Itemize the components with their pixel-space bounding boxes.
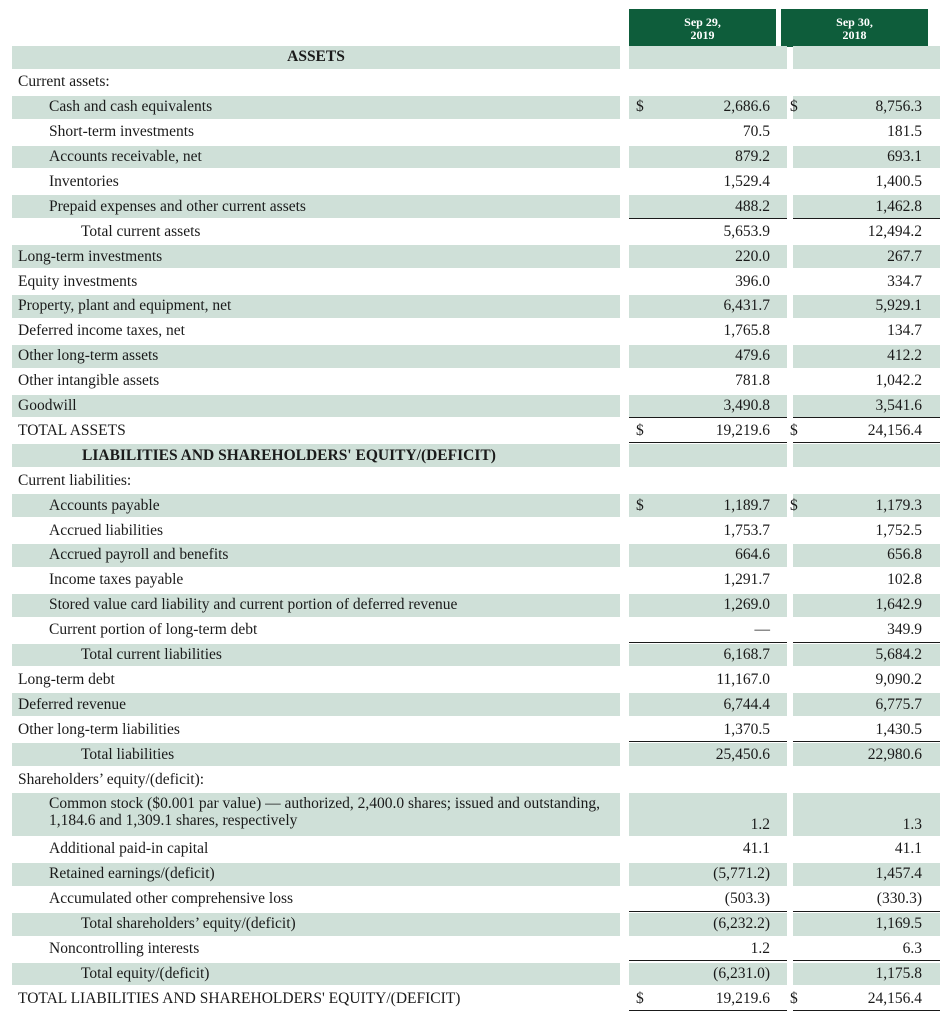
value-2018: 656.8 — [887, 546, 922, 564]
table-row — [12, 862, 928, 887]
row-label: Goodwill — [18, 397, 77, 415]
table-row — [12, 95, 928, 120]
table-row — [12, 194, 928, 219]
value-2019: 1,269.0 — [723, 596, 770, 614]
row-label: Inventories — [49, 172, 119, 190]
value-2019: 6,431.7 — [723, 297, 770, 315]
row-label: Total current liabilities — [81, 646, 222, 664]
value-2019: 41.1 — [742, 840, 770, 858]
table-row — [12, 419, 928, 444]
table-row — [12, 986, 928, 1011]
row-label: Deferred revenue — [18, 695, 126, 713]
value-2019: (5,771.2) — [713, 865, 770, 883]
value-2018: 22,980.6 — [867, 745, 922, 763]
value-2018: 5,929.1 — [875, 297, 922, 315]
row-label: Prepaid expenses and other current assets — [49, 197, 306, 215]
value-2018: 1,175.8 — [875, 964, 922, 982]
row-label: Retained earnings/(deficit) — [49, 865, 215, 883]
value-2018: 1,179.3 — [875, 496, 922, 514]
value-2019: 1.2 — [750, 816, 770, 833]
table-row — [12, 593, 928, 618]
value-2018: 1,462.8 — [875, 197, 922, 215]
value-2018: 1,752.5 — [875, 521, 922, 539]
currency-symbol-2019: $ — [636, 98, 644, 116]
value-2019: 488.2 — [735, 197, 770, 215]
table-row — [12, 394, 928, 419]
value-2019 — [650, 70, 770, 95]
value-2019: 5,653.9 — [723, 222, 770, 240]
row-label: Long-term debt — [18, 670, 115, 688]
currency-symbol-2019: $ — [636, 421, 644, 439]
row-label: TOTAL ASSETS — [18, 421, 126, 439]
table-row — [12, 468, 928, 493]
value-2019: 1,370.5 — [723, 720, 770, 738]
table-row — [12, 120, 928, 145]
value-2018: 102.8 — [887, 571, 922, 589]
value-2019: 25,450.6 — [715, 745, 770, 763]
value-2019: 220.0 — [735, 247, 770, 265]
row-label: Deferred income taxes, net — [18, 322, 185, 340]
currency-symbol-2018: $ — [790, 496, 798, 514]
row-label: Total liabilities — [81, 745, 175, 763]
value-2018: 181.5 — [887, 123, 922, 141]
value-2018 — [807, 767, 922, 792]
value-2018: 6.3 — [902, 940, 922, 958]
value-2019: 11,167.0 — [716, 670, 770, 688]
row-label: Income taxes payable — [49, 571, 184, 589]
value-2018: 267.7 — [887, 247, 922, 265]
row-label: ASSETS — [287, 48, 345, 66]
value-2019: (6,231.0) — [713, 964, 770, 982]
table-row — [12, 443, 928, 468]
value-2019: 19,219.6 — [715, 421, 770, 439]
row-label: Other long-term liabilities — [18, 720, 180, 738]
value-2018: 134.7 — [887, 322, 922, 340]
value-2019: (6,232.2) — [713, 915, 770, 933]
column-header-2019-text: Sep 29, 2019 — [684, 14, 721, 42]
value-2018: 24,156.4 — [867, 989, 922, 1007]
table-row — [12, 618, 928, 643]
currency-symbol-2018: $ — [790, 98, 798, 116]
table-row — [12, 912, 928, 937]
value-2018: 12,494.2 — [867, 222, 922, 240]
row-label: Shareholders’ equity/(deficit): — [18, 770, 205, 788]
row-label: Accrued payroll and benefits — [49, 546, 229, 564]
value-2018: 1,430.5 — [875, 720, 922, 738]
value-2018: 1.3 — [902, 816, 922, 833]
value-2018: 412.2 — [887, 347, 922, 365]
row-label: Total shareholders’ equity/(deficit) — [81, 915, 296, 933]
row-label: Long-term investments — [18, 247, 163, 265]
value-2018 — [807, 45, 922, 70]
value-2018: 1,642.9 — [875, 596, 922, 614]
value-2018: 9,090.2 — [875, 670, 922, 688]
value-2019: (503.3) — [724, 890, 770, 908]
value-2019: 1,529.4 — [723, 172, 770, 190]
row-label: Accounts receivable, net — [49, 148, 202, 166]
value-2018 — [807, 70, 922, 95]
value-2018: (330.3) — [876, 890, 922, 908]
value-2019: 479.6 — [735, 347, 770, 365]
row-label: Short-term investments — [49, 123, 195, 141]
underline-2018 — [793, 1010, 940, 1011]
value-2019: 1.2 — [750, 940, 770, 958]
row-label: Other intangible assets — [18, 372, 160, 390]
table-row — [12, 668, 928, 693]
currency-symbol-2019: $ — [636, 496, 644, 514]
row-label: TOTAL LIABILITIES AND SHAREHOLDERS' EQUITY/(DEFICIT) — [18, 989, 461, 1007]
table-row — [12, 792, 928, 837]
row-label: Cash and cash equivalents — [49, 98, 213, 116]
row-label: Common stock ($0.001 par value) — authorized, 2,400.0 shares; issued and outstanding, 1,184.6 and 1,309.1 shares, respectively — [49, 795, 601, 829]
table-row — [12, 887, 928, 912]
value-2018: 24,156.4 — [867, 421, 922, 439]
table-row — [12, 767, 928, 792]
value-2018 — [807, 443, 922, 468]
currency-symbol-2018: $ — [790, 421, 798, 439]
table-row — [12, 45, 928, 70]
value-2019 — [650, 767, 770, 792]
value-2019: 70.5 — [742, 123, 770, 141]
row-label: Current assets: — [18, 73, 110, 91]
value-2018 — [807, 468, 922, 493]
value-2018: 1,169.5 — [875, 915, 922, 933]
value-2019: 2,686.6 — [723, 98, 770, 116]
table-row — [12, 643, 928, 668]
value-2019: 6,744.4 — [723, 695, 770, 713]
value-2019: 1,765.8 — [723, 322, 770, 340]
table-row — [12, 837, 928, 862]
value-2018: 1,400.5 — [875, 172, 922, 190]
currency-symbol-2018: $ — [790, 989, 798, 1007]
value-2018: 693.1 — [887, 148, 922, 166]
value-2019: 1,291.7 — [723, 571, 770, 589]
value-2018: 5,684.2 — [875, 646, 922, 664]
value-2019: 3,490.8 — [723, 397, 770, 415]
row-label: Noncontrolling interests — [49, 940, 200, 958]
table-row — [12, 937, 928, 962]
row-label: Accrued liabilities — [49, 521, 164, 539]
row-label: Current portion of long-term debt — [49, 621, 258, 639]
table-row — [12, 742, 928, 767]
row-label: Accumulated other comprehensive loss — [49, 890, 294, 908]
table-row — [12, 493, 928, 518]
value-2019: 664.6 — [735, 546, 770, 564]
value-2018: 8,756.3 — [875, 98, 922, 116]
row-label: Total equity/(deficit) — [81, 964, 210, 982]
value-2018: 3,541.6 — [875, 397, 922, 415]
table-row — [12, 145, 928, 170]
row-label: Accounts payable — [49, 496, 160, 514]
table-row — [12, 344, 928, 369]
value-2019 — [650, 45, 770, 70]
row-label: LIABILITIES AND SHAREHOLDERS' EQUITY/(DEFICIT) — [82, 446, 496, 464]
value-2018: 334.7 — [887, 272, 922, 290]
table-row — [12, 294, 928, 319]
value-2018: 6,775.7 — [875, 695, 922, 713]
column-header-2018-text: Sep 30, 2018 — [836, 14, 873, 42]
currency-symbol-2019: $ — [636, 989, 644, 1007]
value-2019: 19,219.6 — [715, 989, 770, 1007]
table-row — [12, 369, 928, 394]
value-2018: 1,042.2 — [875, 372, 922, 390]
table-row — [12, 170, 928, 195]
row-label: Current liabilities: — [18, 471, 132, 489]
table-row — [12, 319, 928, 344]
table-row — [12, 962, 928, 987]
table-row — [12, 269, 928, 294]
value-2018: 1,457.4 — [875, 865, 922, 883]
table-row — [12, 717, 928, 742]
table-row — [12, 244, 928, 269]
row-shading — [12, 395, 620, 418]
table-row — [12, 70, 928, 95]
value-2019: 879.2 — [735, 148, 770, 166]
value-2019: — — [754, 621, 770, 639]
row-label: Total current assets — [81, 222, 201, 240]
value-2019: 1,189.7 — [723, 496, 770, 514]
table-row — [12, 692, 928, 717]
value-2019: 396.0 — [735, 272, 770, 290]
row-label: Stored value card liability and current portion of deferred revenue — [49, 596, 458, 614]
value-2018: 349.9 — [887, 621, 922, 639]
table-row — [12, 543, 928, 568]
value-2019: 781.8 — [735, 372, 770, 390]
table-row — [12, 568, 928, 593]
value-2019 — [650, 468, 770, 493]
row-label: Equity investments — [18, 272, 138, 290]
value-2019: 6,168.7 — [723, 646, 770, 664]
underline-2019 — [629, 1010, 787, 1011]
value-2018: 41.1 — [894, 840, 922, 858]
row-label: Additional paid-in capital — [49, 840, 209, 858]
value-2019 — [650, 443, 770, 468]
value-2019: 1,753.7 — [723, 521, 770, 539]
row-label: Property, plant and equipment, net — [18, 297, 232, 315]
row-label: Other long-term assets — [18, 347, 159, 365]
table-row — [12, 518, 928, 543]
table-row — [12, 219, 928, 244]
